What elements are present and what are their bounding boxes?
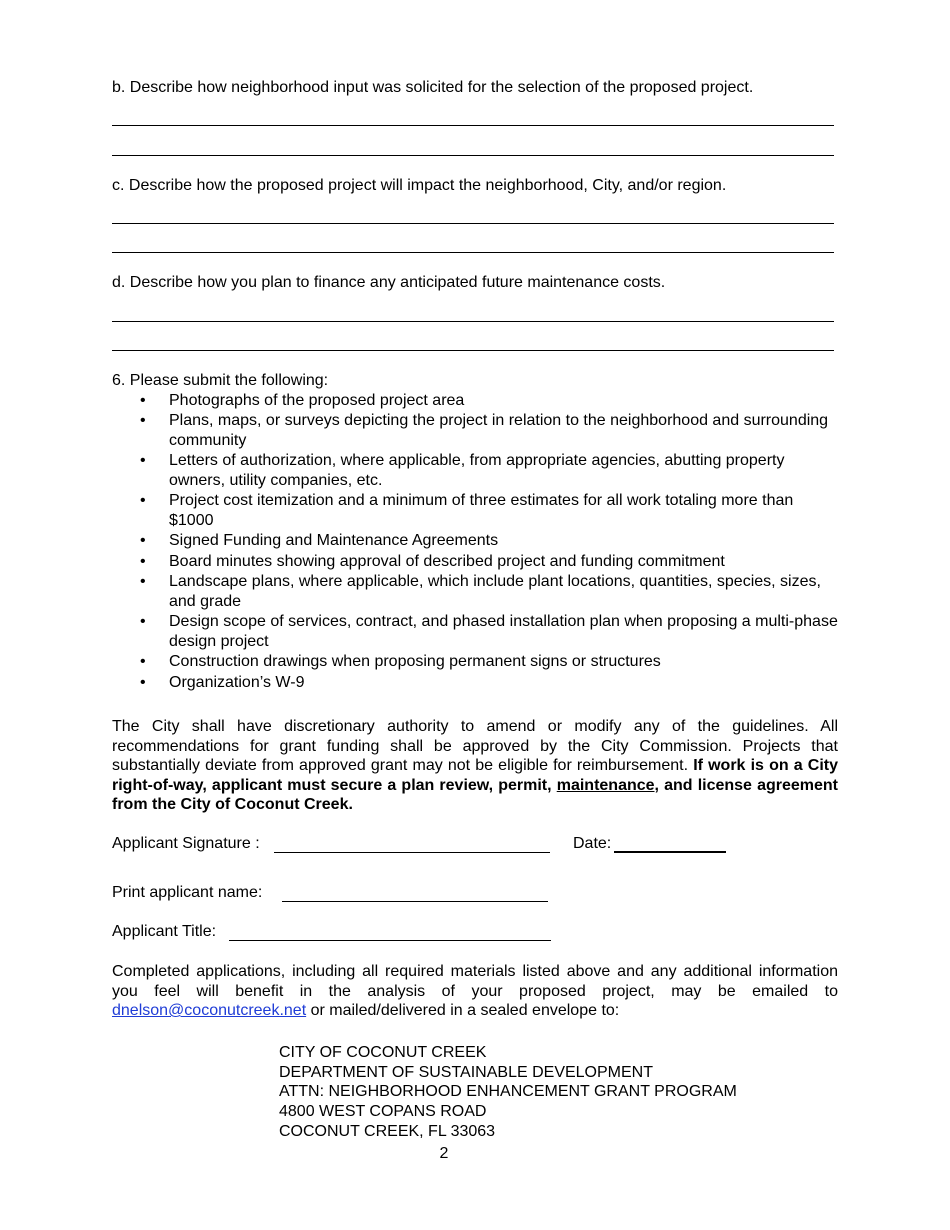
answer-line-b1[interactable] (112, 125, 834, 126)
submission-paragraph: Completed applications, including all required materials listed above and any additional information you feel will benefit in the analysis of your proposed project, may be emailed to dnelson@coconutcreek.net or mailed/delivered in a sealed envelope to: (112, 963, 838, 1020)
applicant-signature-label: Applicant Signature : (112, 835, 260, 852)
answer-line-c2[interactable] (112, 252, 834, 253)
question-d: d. Describe how you plan to finance any anticipated future maintenance costs. (112, 274, 666, 291)
bullet-icon: • (140, 391, 146, 409)
list-item: • Project cost itemization and a minimum of three estimates for all work totaling more than $1000 (140, 492, 794, 529)
list-item: • Organization’s W-9 (140, 673, 305, 691)
answer-line-d1[interactable] (112, 321, 834, 322)
applicant-signature-field[interactable] (274, 852, 550, 853)
date-field[interactable] (614, 851, 726, 853)
requirements-list (112, 391, 842, 693)
bullet-icon: • (140, 532, 146, 549)
submit-heading: 6. Please submit the following: (112, 372, 329, 389)
list-item: • Construction drawings when proposing permanent signs or structures (140, 653, 661, 670)
print-name-label: Print applicant name: (112, 884, 263, 901)
applicant-title-label: Applicant Title: (112, 923, 217, 940)
print-name-field[interactable] (282, 901, 548, 902)
guidelines-paragraph: The City shall have discretionary authority to amend or modify any of the guidelines. All recommendations for grant funding shall be approved by the City Commission. Projects that substantially deviate from approved grant may not be eligible for reimbursement. If work is on a City right-of-way, applicant must secure a plan review, permit, maintenance, and license agreement from the City of Coconut Creek. (112, 718, 839, 814)
address-line: 4800 WEST COPANS ROAD (279, 1103, 487, 1121)
list-item: • Signed Funding and Maintenance Agreements (140, 532, 499, 549)
address-line: COCONUT CREEK, FL 33063 (279, 1122, 496, 1140)
address-line: DEPARTMENT OF SUSTAINABLE DEVELOPMENT (279, 1063, 653, 1081)
bullet-icon: • (140, 452, 146, 469)
bullet-icon: • (140, 573, 146, 590)
bullet-icon: • (140, 673, 146, 691)
answer-line-d2[interactable] (112, 350, 834, 351)
date-label: Date: (573, 835, 612, 852)
list-item: • Photographs of the proposed project area (140, 391, 465, 409)
list-item: • Letters of authorization, where applicable, from appropriate agencies, abutting property owners, utility companies, etc. (140, 452, 785, 489)
submission-requirements (112, 371, 842, 693)
bullet-icon: • (140, 492, 146, 509)
bullet-icon: • (140, 552, 146, 570)
applicant-title-field[interactable] (229, 940, 551, 941)
email-link[interactable]: dnelson@coconutcreek.net (112, 1002, 307, 1020)
answer-line-c1[interactable] (112, 223, 834, 224)
bullet-icon: • (140, 653, 146, 670)
list-item: • Board minutes showing approval of described project and funding commitment (140, 552, 725, 570)
bullet-icon: • (140, 412, 146, 429)
address-line: ATTN: NEIGHBORHOOD ENHANCEMENT GRANT PROGRAM (279, 1083, 737, 1101)
list-item: • Landscape plans, where applicable, which include plant locations, quantities, species, sizes, and grade (140, 573, 821, 610)
answer-line-b2[interactable] (112, 155, 834, 156)
list-item: • Plans, maps, or surveys depicting the project in relation to the neighborhood and surrounding community (140, 412, 829, 449)
list-item: • Design scope of services, contract, and phased installation plan when proposing a multi-phase design project (140, 613, 838, 650)
mailing-address (279, 1043, 737, 1142)
bullet-icon: • (140, 613, 146, 630)
question-c: c. Describe how the proposed project will impact the neighborhood, City, and/or region. (112, 177, 727, 194)
question-b: b. Describe how neighborhood input was solicited for the selection of the proposed project. (112, 79, 754, 96)
page-number: 2 (439, 1145, 449, 1162)
address-line: CITY OF COCONUT CREEK (279, 1044, 487, 1061)
